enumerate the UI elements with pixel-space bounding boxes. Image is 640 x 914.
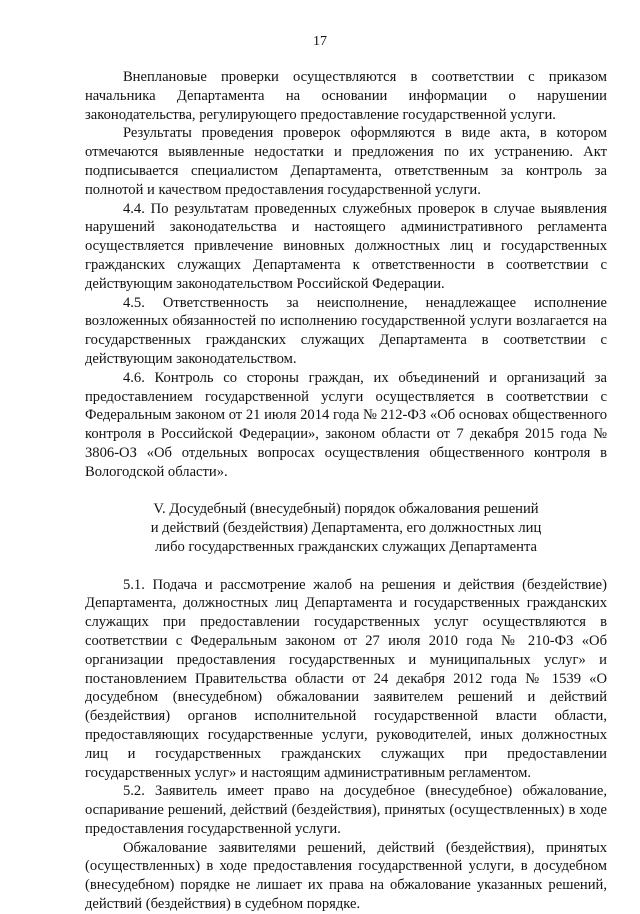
section-heading-line-3: либо государственных гражданских служащих Департамента [154, 538, 537, 555]
paragraph-unscheduled-inspections: Внеплановые проверки осуществляются в соответствии с приказом начальника Департамента на основании информации о нарушении законодательства, регулирующего предоставление государственной услуги. [85, 69, 607, 123]
section-heading [85, 500, 607, 557]
section-heading-line-1: V. Досудебный (внесудебный) порядок обжалования решений [153, 500, 539, 517]
paragraph-4-5: 4.5. Ответственность за неисполнение, ненадлежащее исполнение возложенных обязанностей по исполнению государственной услуги возлагается на государственных гражданских служащих Департамента в соответствии с действующим законодательством. [85, 294, 607, 367]
document-body [85, 68, 607, 914]
paragraph-inspection-results: Результаты проведения проверок оформляются в виде акта, в котором отмечаются выявленные недостатки и предложения по их устранению. Акт подписывается специалистом Департамента, ответственным за контроль за полнотой и качеством предоставления государственной услуги. [85, 125, 607, 198]
paragraph-5-2: 5.2. Заявитель имеет право на досудебное (внесудебное) обжалование, оспаривание решений, действий (бездействия), принятых (осуществленных) в ходе предоставления государственной услуги. [85, 783, 607, 837]
paragraph-4-6: 4.6. Контроль со стороны граждан, их объединений и организаций за предоставлением государственной услуги осуществляется в соответствии с Федеральным законом от 21 июля 2014 года № 212-ФЗ «Об основах общественного контроля в Российской Федерации», законом области от 7 декабря 2015 года № 3806-ОЗ «Об отдельных вопросах осуществления общественного контроля в Вологодской области». [85, 369, 607, 480]
paragraph-4-4: 4.4. По результатам проведенных служебных проверок в случае выявления нарушений законодательства и настоящего административного регламента осуществляется привлечение виновных должностных лиц и государственных гражданских служащих Департамента к ответственности в соответствии с действующим законодательством Российской Федерации. [85, 200, 607, 292]
page-number: 17 [313, 34, 327, 49]
paragraph-appeal-rights: Обжалование заявителями решений, действий (бездействия), принятых (осуществленных) в ходе предоставления государственной услуги, в досудебном (внесудебном) порядке не лишает их права на обжалование указанных решений, действий (бездействия) в судебном порядке. [85, 839, 607, 913]
section-heading-line-2: и действий (бездействия) Департамента, его должностных лиц [150, 519, 542, 536]
paragraph-5-1: 5.1. Подача и рассмотрение жалоб на решения и действия (бездействие) Департамента, должностных лиц Департамента и государственных гражданских служащих при предоставлении государственных услуг осуществляются в соответствии с Федеральным законом от 27 июля 2010 года № 210-ФЗ «Об организации предоставления государственных и муниципальных услуг» и постановлением Правительства области от 24 декабря 2012 года № 1539 «О досудебном (внесудебном) обжаловании заявителем решений и действий (бездействия) органов исполнительной государственной власти области, предоставляющих государственные услуги, руководителей, иных должностных лиц и государственных гражданских служащих при предоставлении государственных услуг» и настоящим административным регламентом. [85, 576, 607, 781]
